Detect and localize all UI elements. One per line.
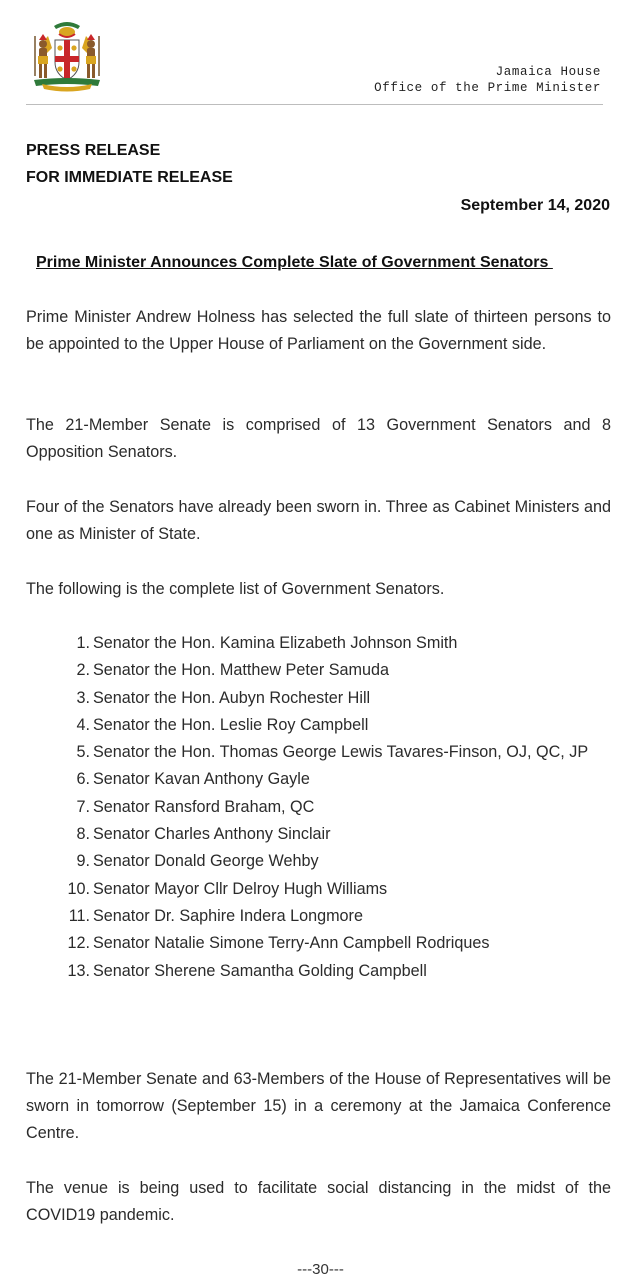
coat-of-arms-icon: [28, 18, 106, 92]
senator-number: 13.: [67, 961, 90, 980]
paragraph-4: The following is the complete list of Government Senators.: [26, 580, 445, 598]
senator-number: 7.: [76, 797, 90, 816]
senator-number: 11.: [68, 906, 90, 925]
senator-list: [26, 630, 611, 985]
senator-name: Senator the Hon. Matthew Peter Samuda: [93, 661, 390, 680]
senator-list-item: [26, 766, 611, 793]
press-release-label: PRESS RELEASE: [26, 142, 161, 159]
office-heading: [374, 64, 601, 96]
senator-list-item: [26, 685, 611, 712]
senator-number: 1.: [76, 634, 90, 652]
senator-name: Senator the Hon. Thomas George Lewis Tavares-Finson, OJ, QC, JP: [93, 743, 589, 762]
senator-list-item: [26, 794, 611, 821]
senator-name: Senator Mayor Cllr Delroy Hugh Williams: [93, 879, 388, 898]
senator-number: 12.: [67, 934, 90, 953]
immediate-release-label: FOR IMMEDIATE RELEASE: [26, 169, 233, 186]
end-mark: ---30---: [297, 1261, 344, 1278]
senator-number: 3.: [76, 688, 90, 707]
senator-name: Senator Kavan Anthony Gayle: [93, 770, 310, 789]
senator-number: 9.: [76, 852, 90, 871]
senator-name: Senator Ransford Braham, QC: [93, 797, 315, 816]
senator-list-item: [26, 657, 611, 684]
senator-number: 10.: [67, 879, 90, 898]
senator-list-item: [26, 930, 611, 957]
release-date: September 14, 2020: [460, 197, 610, 214]
senator-list-item: [26, 712, 611, 739]
senator-name: Senator Dr. Saphire Indera Longmore: [93, 906, 363, 925]
senator-name: Senator Donald George Wehby: [93, 852, 319, 871]
paragraph-6: The venue is being used to facilitate social distancing in the midst of the COVID19 pandemic.: [26, 1179, 611, 1224]
senator-number: 6.: [76, 770, 90, 789]
senator-list-item: [26, 876, 611, 903]
senator-list-item: [26, 903, 611, 930]
senator-name: Senator Natalie Simone Terry-Ann Campbell Rodriques: [93, 934, 490, 953]
release-title: Prime Minister Announces Complete Slate of Government Senators: [36, 254, 553, 271]
senator-name: Senator Charles Anthony Sinclair: [93, 825, 331, 844]
header-divider: [26, 104, 603, 105]
paragraph-2: The 21-Member Senate is comprised of 13 Government Senators and 8 Opposition Senators.: [26, 416, 611, 461]
senator-list-item: [26, 958, 611, 985]
senator-list-item: [26, 821, 611, 848]
senator-list-item: [26, 848, 611, 875]
office-line-2: Office of the Prime Minister: [374, 81, 601, 95]
senator-list-item: [26, 630, 611, 657]
senator-list-item: [26, 739, 611, 766]
senator-name: Senator the Hon. Aubyn Rochester Hill: [93, 688, 371, 707]
senator-name: Senator the Hon. Kamina Elizabeth Johnson Smith: [93, 634, 458, 652]
senator-number: 2.: [76, 661, 90, 680]
senator-name: Senator Sherene Samantha Golding Campbell: [93, 961, 427, 980]
senator-number: 4.: [76, 715, 90, 734]
senator-name: Senator the Hon. Leslie Roy Campbell: [93, 715, 369, 734]
office-line-1: Jamaica House: [495, 65, 601, 79]
paragraph-1: Prime Minister Andrew Holness has selected the full slate of thirteen persons to be appointed to the Upper House of Parliament on the Government side.: [26, 308, 611, 353]
senator-number: 8.: [76, 825, 90, 844]
paragraph-3: Four of the Senators have already been sworn in. Three as Cabinet Ministers and one as Minister of State.: [26, 498, 611, 543]
paragraph-5: The 21-Member Senate and 63-Members of the House of Representatives will be sworn in tomorrow (September 15) in a ceremony at the Jamaica Conference Centre.: [26, 1070, 611, 1142]
senator-number: 5.: [76, 743, 90, 762]
